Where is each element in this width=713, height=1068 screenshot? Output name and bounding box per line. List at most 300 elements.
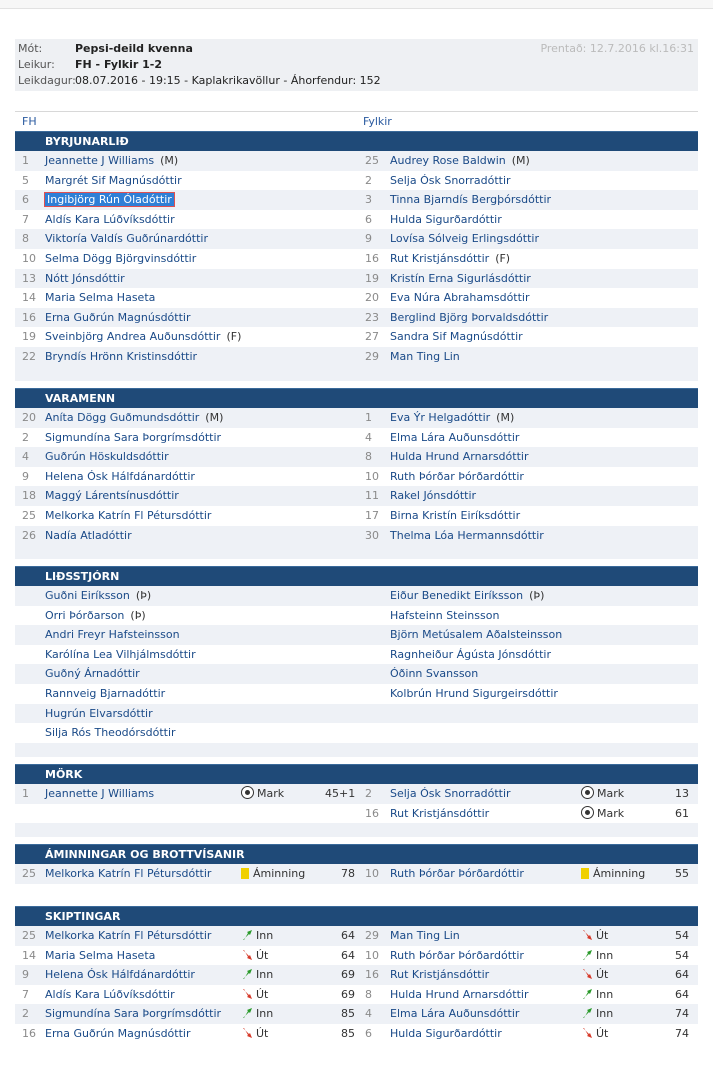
home-player-text: Guðni Eiríksson xyxy=(45,589,130,602)
away-player-text: Rut Kristjánsdóttir xyxy=(390,968,490,982)
away-number: 10 xyxy=(365,948,379,962)
away-event-label: Inn xyxy=(596,1007,614,1021)
away-number: 3 xyxy=(365,193,372,207)
away-player-text: Audrey Rose Baldwin xyxy=(390,154,506,167)
away-player-name[interactable] xyxy=(390,269,531,289)
home-player-text: Guðný Árnadóttir xyxy=(45,667,140,681)
away-player-name[interactable] xyxy=(390,327,523,347)
away-event xyxy=(581,1024,608,1044)
section-title: MÖRK xyxy=(15,764,698,784)
home-player-name[interactable] xyxy=(45,151,178,171)
event-row xyxy=(15,926,698,946)
home-number: 10 xyxy=(22,251,36,265)
away-event-label: Út xyxy=(596,929,609,942)
home-event-minute: 69 xyxy=(341,987,355,1001)
away-number: 20 xyxy=(365,291,379,305)
arrow-out-icon xyxy=(581,968,593,980)
home-player-text: Nótt Jónsdóttir xyxy=(45,271,125,285)
home-player-text: Viktoría Valdís Guðrúnardóttir xyxy=(45,232,208,246)
section-varamenn xyxy=(15,388,698,559)
home-number: 18 xyxy=(22,489,36,503)
home-player-text: Orri Þórðarson xyxy=(45,608,125,622)
section-title: SKIPTINGAR xyxy=(15,906,698,926)
home-player-name[interactable] xyxy=(45,467,195,487)
away-player-text: Tinna Bjarndís Bergþórsdóttir xyxy=(390,193,552,207)
home-player-text: Sigmundína Sara Þorgrímsdóttir xyxy=(45,1007,222,1021)
away-number: 9 xyxy=(365,232,372,246)
player-row xyxy=(15,704,698,724)
player-row xyxy=(15,684,698,704)
away-player-text: Elma Lára Auðunsdóttir xyxy=(390,1007,520,1021)
away-number: 6 xyxy=(365,212,372,226)
away-number: 25 xyxy=(365,154,379,167)
away-player-name[interactable] xyxy=(390,229,539,249)
home-number: 5 xyxy=(22,173,29,187)
home-player-name[interactable] xyxy=(45,1024,190,1044)
away-player-text: Berglind Björg Þorvaldsdóttir xyxy=(390,310,549,324)
home-event-minute: 85 xyxy=(341,1007,355,1021)
home-number: 9 xyxy=(22,469,29,483)
away-player-name[interactable] xyxy=(390,625,562,645)
home-player-name[interactable] xyxy=(45,723,176,743)
home-event-minute: 45+1 xyxy=(325,787,356,800)
mot-label: Mót: xyxy=(18,42,43,55)
section-lidsstjorn xyxy=(15,566,698,757)
away-event-minute: 54 xyxy=(675,948,689,962)
section-spacer xyxy=(15,545,698,559)
home-player-name[interactable] xyxy=(45,664,140,684)
home-player-name[interactable] xyxy=(45,704,153,724)
away-player-text: Ruth Þórðar Þórðardóttir xyxy=(390,867,524,880)
home-player-name[interactable] xyxy=(45,447,169,467)
home-player-name[interactable] xyxy=(45,586,151,606)
home-player-text: Erna Guðrún Magnúsdóttir xyxy=(45,310,191,324)
home-number: 26 xyxy=(22,528,36,542)
home-number: 13 xyxy=(22,271,36,285)
away-event xyxy=(581,985,613,1005)
home-player-text: Melkorka Katrín Fl Pétursdóttir xyxy=(45,929,212,942)
away-player-name[interactable] xyxy=(390,664,478,684)
away-player-name[interactable] xyxy=(390,308,548,328)
away-event-label: Mark xyxy=(597,806,625,820)
away-player-text: Hulda Sigurðardóttir xyxy=(390,1026,502,1040)
away-player-name[interactable] xyxy=(390,171,511,191)
away-player-name[interactable] xyxy=(390,506,520,526)
arrow-out-icon xyxy=(581,1027,593,1039)
home-player-name[interactable] xyxy=(45,684,165,704)
home-player-text: Ingibjörg Rún Óladóttir xyxy=(47,193,172,207)
away-player-tag: (M) xyxy=(511,154,530,167)
home-player-name[interactable] xyxy=(45,428,221,448)
leikur-value: FH - Fylkir 1-2 xyxy=(75,58,163,71)
home-number: 25 xyxy=(22,867,36,880)
event-row xyxy=(15,804,698,824)
arrow-in-icon xyxy=(241,929,253,941)
player-row xyxy=(15,249,698,269)
away-player-text: Man Ting Lin xyxy=(390,929,460,942)
home-player-name[interactable] xyxy=(45,864,211,884)
away-number: 11 xyxy=(365,489,379,503)
away-event-label: Út xyxy=(596,1026,609,1040)
away-player-text: Kolbrún Hrund Sigurgeirsdóttir xyxy=(390,686,558,700)
home-number: 25 xyxy=(22,929,36,942)
away-event xyxy=(581,864,645,884)
away-event-label: Út xyxy=(596,968,609,982)
home-player-text: Bryndís Hrönn Kristinsdóttir xyxy=(45,349,198,363)
player-row xyxy=(15,171,698,191)
away-player-text: Hulda Hrund Arnarsdóttir xyxy=(390,450,529,464)
home-player-text: Aníta Dögg Guðmundsdóttir xyxy=(45,411,200,424)
away-player-name[interactable] xyxy=(390,467,524,487)
away-player-text: Man Ting Lin xyxy=(390,349,460,363)
away-number: 10 xyxy=(365,469,379,483)
home-event xyxy=(241,946,268,966)
home-player-name[interactable] xyxy=(45,625,180,645)
player-row xyxy=(15,269,698,289)
player-row xyxy=(15,526,698,546)
player-row xyxy=(15,486,698,506)
away-event-minute: 13 xyxy=(675,787,689,800)
away-player-text: Eiður Benedikt Eiríksson xyxy=(390,589,524,602)
event-row xyxy=(15,965,698,985)
home-player-text: Nadía Atladóttir xyxy=(45,528,132,542)
home-number: 1 xyxy=(22,787,29,800)
away-event xyxy=(581,946,613,966)
away-player-text: Lovísa Sólveig Erlingsdóttir xyxy=(390,232,539,246)
arrow-in-icon xyxy=(581,1007,593,1019)
home-player-name[interactable] xyxy=(45,269,125,289)
home-number: 16 xyxy=(22,1026,36,1040)
away-player-text: Selja Ósk Snorradóttir xyxy=(390,787,511,800)
home-player-name[interactable] xyxy=(45,946,155,966)
home-event-minute: 78 xyxy=(341,867,355,880)
away-number: 23 xyxy=(365,310,379,324)
home-player-tag: (M) xyxy=(160,154,179,167)
home-event-minute: 85 xyxy=(341,1026,355,1040)
away-player-name[interactable] xyxy=(390,985,528,1005)
home-number: 2 xyxy=(22,1007,29,1021)
home-event-minute: 64 xyxy=(341,948,355,962)
away-team: Fylkir xyxy=(363,115,392,128)
section-aminningar xyxy=(15,844,698,884)
away-number: 16 xyxy=(365,806,379,820)
away-event-minute: 61 xyxy=(675,806,689,820)
home-player-name[interactable] xyxy=(45,965,195,985)
away-player-text: Hulda Hrund Arnarsdóttir xyxy=(390,987,529,1001)
away-player-name[interactable] xyxy=(390,784,511,804)
home-player-text: Melkorka Katrín Fl Pétursdóttir xyxy=(45,508,212,522)
away-event xyxy=(581,804,624,824)
away-player-name[interactable] xyxy=(390,1024,502,1044)
arrow-out-icon xyxy=(581,929,593,941)
away-player-text: Hafsteinn Steinsson xyxy=(390,608,500,622)
home-player-text: Selma Dögg Björgvinsdóttir xyxy=(45,251,197,265)
home-event-label: Áminning xyxy=(253,867,306,880)
away-number: 8 xyxy=(365,450,372,464)
away-player-text: Hulda Sigurðardóttir xyxy=(390,212,502,226)
player-row xyxy=(15,327,698,347)
away-player-text: Ruth Þórðar Þórðardóttir xyxy=(390,469,524,483)
player-row xyxy=(15,447,698,467)
home-event-label: Inn xyxy=(256,968,274,982)
top-bar xyxy=(0,0,713,9)
player-row xyxy=(15,586,698,606)
player-row xyxy=(15,467,698,487)
home-number: 7 xyxy=(22,212,29,226)
away-number: 27 xyxy=(365,330,379,344)
away-number: 29 xyxy=(365,929,379,942)
away-player-name[interactable] xyxy=(390,946,524,966)
player-row xyxy=(15,151,698,171)
player-row xyxy=(15,408,698,428)
home-player-name[interactable] xyxy=(45,249,196,269)
away-player-text: Sandra Sif Magnúsdóttir xyxy=(390,330,523,344)
section-mork xyxy=(15,764,698,837)
home-player-name[interactable] xyxy=(45,210,175,230)
player-row xyxy=(15,606,698,626)
away-number: 2 xyxy=(365,173,372,187)
away-player-name[interactable] xyxy=(390,1004,519,1024)
player-row xyxy=(15,664,698,684)
away-player-name[interactable] xyxy=(390,486,476,506)
home-player-tag: (Þ) xyxy=(135,589,152,602)
printed-timestamp: Prentað: 12.7.2016 kl.16:31 xyxy=(540,42,694,55)
section-title: LIÐSSTJÓRN xyxy=(15,566,698,586)
home-player-text: Sigmundína Sara Þorgrímsdóttir xyxy=(45,430,222,444)
away-event xyxy=(581,784,624,804)
away-event-minute: 74 xyxy=(675,1007,689,1021)
home-player-name[interactable] xyxy=(45,229,208,249)
home-event-minute: 69 xyxy=(341,968,355,982)
away-player-text: Kristín Erna Sigurlásdóttir xyxy=(390,271,531,285)
home-player-name[interactable] xyxy=(45,985,175,1005)
arrow-in-icon xyxy=(581,949,593,961)
away-player-name[interactable] xyxy=(390,606,499,626)
home-player-text: Guðrún Höskuldsdóttir xyxy=(45,450,169,464)
section-spacer xyxy=(15,367,698,381)
event-row xyxy=(15,784,698,804)
ball-icon xyxy=(241,786,254,799)
home-player-name[interactable] xyxy=(45,171,182,191)
home-player-text: Margrét Sif Magnúsdóttir xyxy=(45,173,182,187)
home-player-text: Maria Selma Haseta xyxy=(45,948,156,962)
away-player-name[interactable] xyxy=(390,864,524,884)
away-player-name[interactable] xyxy=(390,190,551,210)
home-number: 1 xyxy=(22,154,29,167)
away-player-text: Birna Kristín Eiríksdóttir xyxy=(390,508,521,522)
away-player-name[interactable] xyxy=(390,447,528,467)
leikdagur-value: 08.07.2016 - 19:15 - Kaplakrikavöllur - Áhorfendur: 152 xyxy=(75,74,381,87)
home-player-text: Melkorka Katrín Fl Pétursdóttir xyxy=(45,867,212,880)
away-player-text: Björn Metúsalem Aðalsteinsson xyxy=(390,628,563,642)
player-row xyxy=(15,288,698,308)
away-player-text: Rut Kristjánsdóttir xyxy=(390,251,490,265)
away-event-label: Inn xyxy=(596,987,614,1001)
player-row xyxy=(15,723,698,743)
home-number: 20 xyxy=(22,411,36,424)
home-event xyxy=(241,864,305,884)
home-player-name[interactable] xyxy=(45,506,211,526)
home-number: 22 xyxy=(22,349,36,363)
away-event-minute: 64 xyxy=(675,987,689,1001)
arrow-out-icon xyxy=(241,1027,253,1039)
home-event-label: Út xyxy=(256,948,269,962)
away-event xyxy=(581,965,608,985)
home-number: 16 xyxy=(22,310,36,324)
home-player-text: Jeannette J Williams xyxy=(45,154,155,167)
player-row xyxy=(15,308,698,328)
player-row xyxy=(15,190,698,210)
section-title: BYRJUNARLIÐ xyxy=(15,131,698,151)
home-player-tag: (Þ) xyxy=(130,608,146,622)
home-event xyxy=(241,1004,273,1024)
away-number: 6 xyxy=(365,1026,372,1040)
home-player-text: Hugrún Elvarsdóttir xyxy=(45,706,153,720)
teams-header xyxy=(15,111,698,130)
away-number: 1 xyxy=(365,411,372,424)
away-event xyxy=(581,926,608,946)
away-number: 16 xyxy=(365,968,379,982)
away-player-text: Rakel Jónsdóttir xyxy=(390,489,477,503)
home-player-text: Andri Freyr Hafsteinsson xyxy=(45,628,180,642)
home-event xyxy=(241,985,268,1005)
home-event-minute: 64 xyxy=(341,929,355,942)
arrow-in-icon xyxy=(241,968,253,980)
away-player-name[interactable] xyxy=(390,151,530,171)
section-spacer xyxy=(15,823,698,837)
ball-icon xyxy=(581,806,594,819)
home-event-label: Út xyxy=(256,987,269,1001)
home-player-text: Rannveig Bjarnadóttir xyxy=(45,686,166,700)
away-event-minute: 54 xyxy=(675,929,689,942)
away-event-minute: 64 xyxy=(675,968,689,982)
home-event xyxy=(241,784,284,804)
away-player-text: Óðinn Svansson xyxy=(390,667,479,681)
away-player-name[interactable] xyxy=(390,645,551,665)
away-player-text: Ruth Þórðar Þórðardóttir xyxy=(390,948,524,962)
away-event-label: Inn xyxy=(596,948,614,962)
home-player-name[interactable] xyxy=(45,308,190,328)
away-player-name[interactable] xyxy=(390,586,544,606)
home-event xyxy=(241,926,273,946)
away-player-name[interactable] xyxy=(390,347,460,367)
away-number: 30 xyxy=(365,528,379,542)
away-event-label: Áminning xyxy=(593,867,646,880)
home-player-text: Jeannette J Williams xyxy=(45,787,155,800)
home-event-label: Mark xyxy=(257,787,285,800)
home-number: 14 xyxy=(22,291,36,305)
away-player-name[interactable] xyxy=(390,926,460,946)
player-row xyxy=(15,428,698,448)
player-row xyxy=(15,210,698,230)
home-number: 6 xyxy=(22,193,29,207)
section-byrjunarlid xyxy=(15,131,698,381)
home-player-name[interactable] xyxy=(45,486,179,506)
away-number: 10 xyxy=(365,867,379,880)
home-event-label: Út xyxy=(256,1026,269,1040)
event-row xyxy=(15,946,698,966)
home-number: 2 xyxy=(22,430,29,444)
home-player-name[interactable] xyxy=(45,1004,221,1024)
away-number: 29 xyxy=(365,349,379,363)
event-row xyxy=(15,864,698,884)
home-player-name[interactable] xyxy=(45,327,241,347)
home-player-name[interactable] xyxy=(45,526,132,546)
player-row xyxy=(15,229,698,249)
away-event xyxy=(581,1004,613,1024)
leikdagur-label: Leikdagur: xyxy=(18,74,76,87)
away-player-text: Elma Lára Auðunsdóttir xyxy=(390,430,520,444)
away-event-label: Mark xyxy=(597,787,625,800)
away-number: 19 xyxy=(365,271,379,285)
home-number: 7 xyxy=(22,987,29,1001)
yellow-card-icon xyxy=(581,868,589,879)
away-number: 17 xyxy=(365,508,379,522)
player-row xyxy=(15,506,698,526)
home-player-text: Silja Rós Theodórsdóttir xyxy=(45,726,176,740)
away-player-name[interactable] xyxy=(390,804,489,824)
away-player-name[interactable] xyxy=(390,965,489,985)
section-spacer xyxy=(15,743,698,757)
away-player-name[interactable] xyxy=(390,526,544,546)
home-player-name[interactable] xyxy=(45,606,146,626)
section-title: ÁMINNINGAR OG BROTTVÍSANIR xyxy=(15,844,698,864)
home-player-name[interactable] xyxy=(45,408,223,428)
player-row xyxy=(15,645,698,665)
away-player-name[interactable] xyxy=(390,288,530,308)
home-player-name[interactable] xyxy=(45,347,197,367)
home-player-text: Helena Ósk Hálfdánardóttir xyxy=(45,968,195,982)
home-number: 4 xyxy=(22,450,29,464)
away-player-tag: (M) xyxy=(496,411,515,424)
away-player-name[interactable] xyxy=(390,210,502,230)
away-player-text: Selja Ósk Snorradóttir xyxy=(390,173,511,187)
home-number: 8 xyxy=(22,232,29,246)
away-number: 8 xyxy=(365,987,372,1001)
home-player-name[interactable] xyxy=(45,926,211,946)
leikur-label: Leikur: xyxy=(18,58,55,71)
away-event-minute: 55 xyxy=(675,867,689,880)
event-row xyxy=(15,985,698,1005)
home-player-name[interactable] xyxy=(45,645,196,665)
player-row xyxy=(15,625,698,645)
home-player-name[interactable] xyxy=(45,288,155,308)
away-player-name[interactable] xyxy=(390,428,519,448)
home-event xyxy=(241,965,273,985)
away-player-text: Ragnheiður Ágústa Jónsdóttir xyxy=(390,647,551,661)
home-player-name[interactable] xyxy=(45,784,154,804)
section-skiptingar xyxy=(15,906,698,1044)
event-row xyxy=(15,1024,698,1044)
home-number: 9 xyxy=(22,968,29,982)
home-event xyxy=(241,1024,268,1044)
away-player-text: Rut Kristjánsdóttir xyxy=(390,806,490,820)
away-player-name[interactable] xyxy=(390,249,510,269)
home-player-text: Aldís Kara Lúðvíksdóttir xyxy=(45,212,175,226)
ball-icon xyxy=(581,786,594,799)
away-player-name[interactable] xyxy=(390,684,558,704)
away-player-name[interactable] xyxy=(390,408,514,428)
yellow-card-icon xyxy=(241,868,249,879)
home-player-name[interactable] xyxy=(45,190,174,210)
away-event-minute: 74 xyxy=(675,1026,689,1040)
home-player-text: Maggý Lárentsínusdóttir xyxy=(45,489,179,503)
away-number: 4 xyxy=(365,430,372,444)
arrow-out-icon xyxy=(241,949,253,961)
away-number: 4 xyxy=(365,1007,372,1021)
match-info-panel xyxy=(15,39,698,91)
away-player-text: Thelma Lóa Hermannsdóttir xyxy=(390,528,544,542)
